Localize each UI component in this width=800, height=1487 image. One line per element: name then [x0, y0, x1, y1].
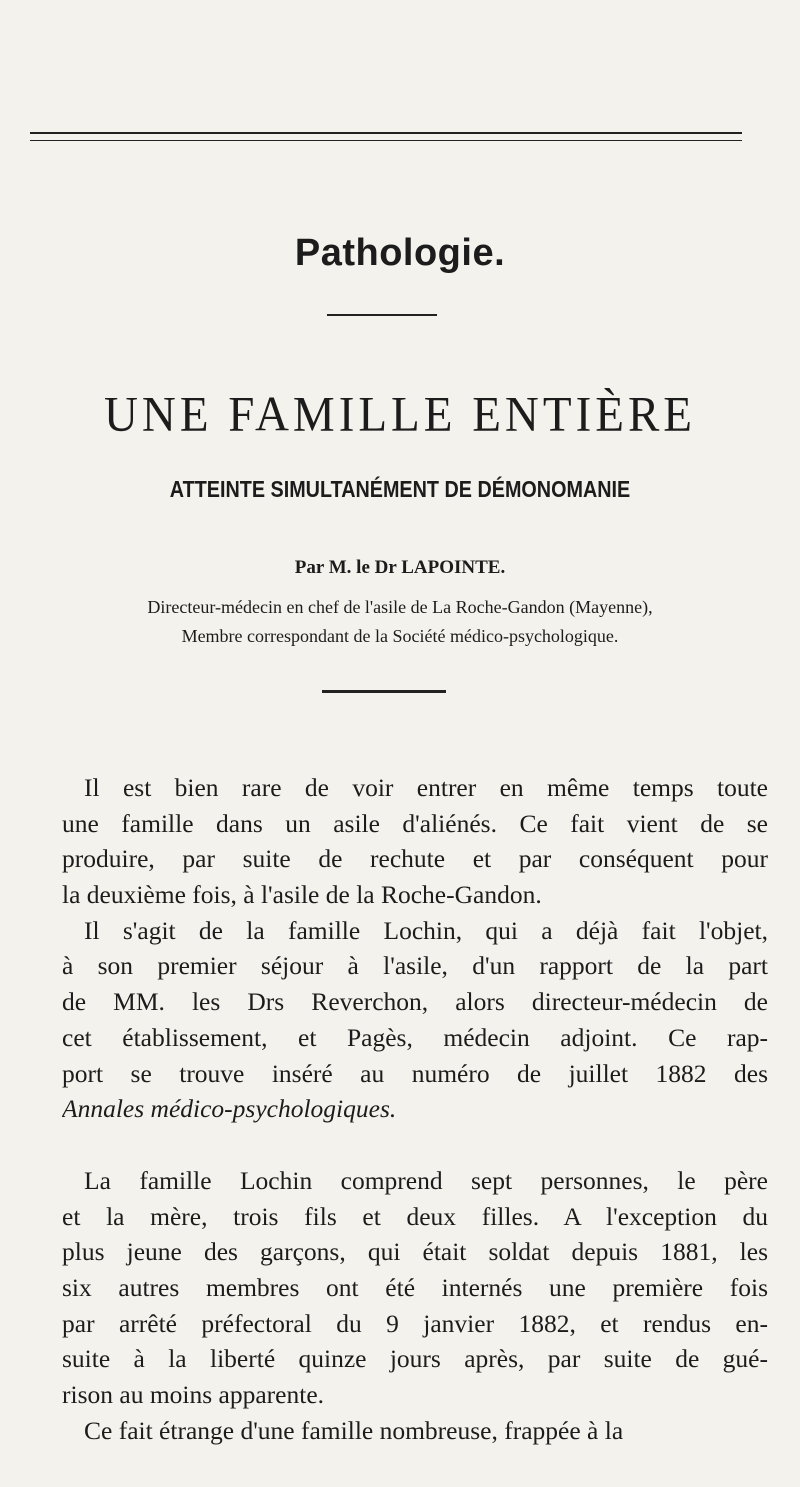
text-line: une famille dans un asile d'aliénés. Ce fait vient de se: [62, 808, 768, 838]
text-line: plus jeune des garçons, qui était soldat depuis 1881, les: [62, 1237, 768, 1267]
section-divider: [327, 314, 437, 316]
article-body: [62, 770, 768, 1127]
title-divider: [322, 690, 446, 693]
author-byline: Par M. le Dr LAPOINTE.: [294, 557, 506, 578]
header-rule: [30, 132, 742, 134]
article-subtitle: ATTEINTE SIMULTANÉMENT DE DÉMONOMANIE: [169, 476, 631, 502]
text-line: la deuxième fois, à l'asile de la Roche-Gandon.: [62, 880, 542, 910]
journal-name: Annales médico-psychologiques.: [62, 1094, 397, 1124]
text-line: et la mère, trois fils et deux filles. A l'exception du: [62, 1201, 768, 1231]
text-line: de MM. les Drs Reverchon, alors directeur-médecin de: [62, 987, 768, 1017]
text-line: produire, par suite de rechute et par conséquent pour: [62, 844, 768, 874]
text-line: Il s'agit de la famille Lochin, qui a déjà fait l'objet,: [84, 915, 768, 945]
text-line: Ce fait étrange d'une famille nombreuse, frappée à la: [84, 1415, 624, 1445]
text-line: La famille Lochin comprend sept personnes, le père: [84, 1166, 768, 1195]
section-title: Pathologie.: [294, 232, 506, 274]
text-line: [62, 1091, 768, 1127]
header-rule-thin: [30, 140, 742, 141]
text-line: à son premier séjour à l'asile, d'un rapport de la part: [62, 951, 768, 981]
text-line: par arrêté préfectoral du 9 janvier 1882, et rendus en-: [62, 1308, 768, 1338]
text-line: rison au moins apparente.: [62, 1380, 325, 1410]
article-body-continued: [62, 1163, 768, 1449]
text-line: suite à la liberté quinze jours après, par suite de gué-: [62, 1344, 768, 1374]
text-line: cet établissement, et Pagès, médecin adjoint. Ce rap-: [62, 1022, 768, 1052]
author-membership: Membre correspondant de la Société médico-psychologique.: [181, 626, 619, 646]
article-title: UNE FAMILLE ENTIÈRE: [103, 387, 697, 443]
text-line: six autres membres ont été internés une première fois: [62, 1273, 768, 1303]
text-line: Il est bien rare de voir entrer en même temps toute: [84, 773, 768, 802]
text-line: port se trouve inséré au numéro de juillet 1882 des: [62, 1058, 768, 1088]
author-affiliation: Directeur-médecin en chef de l'asile de La Roche-Gandon (Mayenne),: [147, 597, 653, 617]
